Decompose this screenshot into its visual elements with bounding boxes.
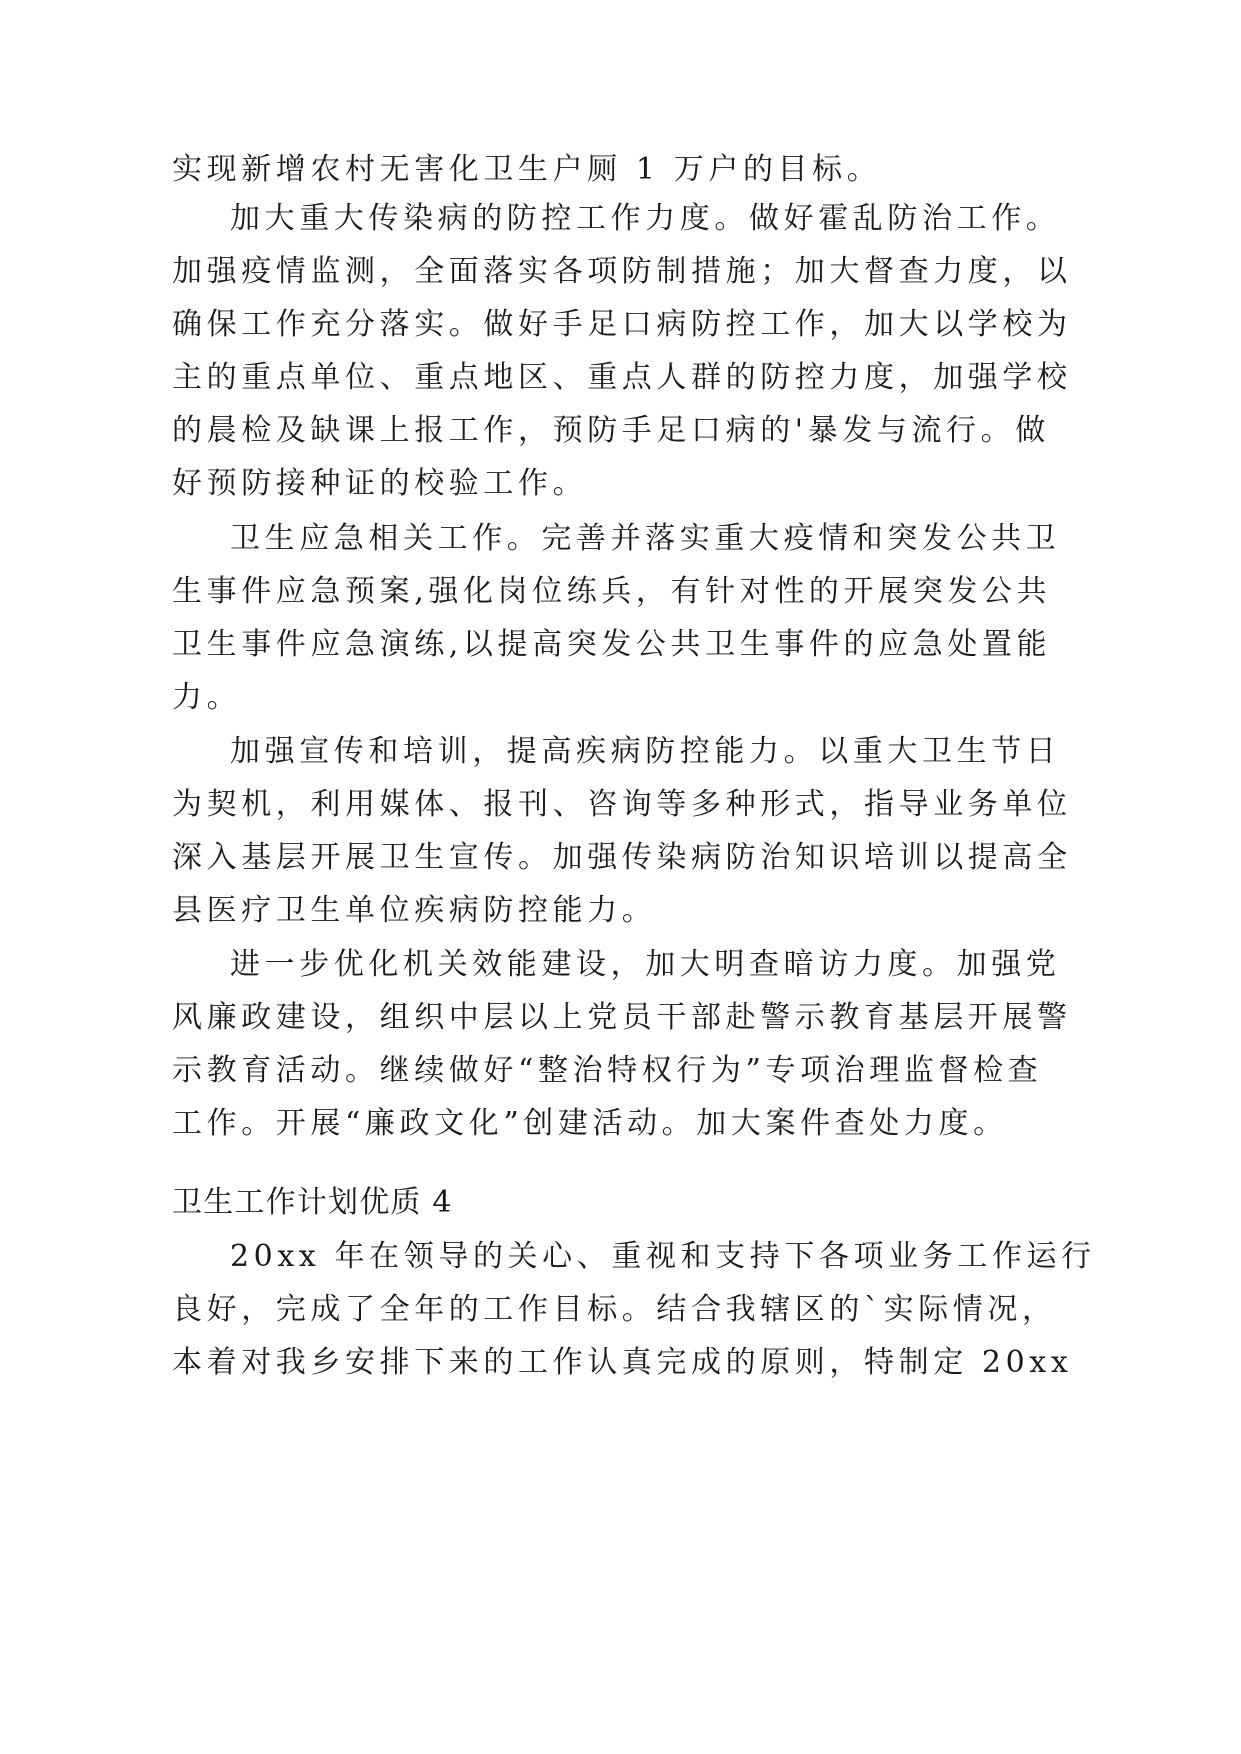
text-line: 县医疗卫生单位疾病防控能力。 bbox=[172, 893, 657, 928]
text-line: 的晨检及缺课上报工作，预防手足口病的'暴发与流行。做 bbox=[172, 413, 1050, 448]
text-line: 确保工作充分落实。做好手足口病防控工作，加大以学校为 bbox=[172, 307, 1072, 342]
paragraph-first-line: 进一步优化机关效能建设，加大明查暗访力度。加强党 bbox=[230, 947, 1061, 982]
paragraph-first-line: 加强宣传和培训，提高疾病防控能力。以重大卫生节日 bbox=[230, 734, 1061, 769]
paragraph-first-line: 加大重大传染病的防控工作力度。做好霍乱防治工作。 bbox=[230, 201, 1061, 236]
text-line: 良好，完成了全年的工作目标。结合我辖区的`实际情况， bbox=[172, 1292, 1057, 1327]
text-line: 本着对我乡安排下来的工作认真完成的原则，特制定 20xx bbox=[172, 1345, 1073, 1380]
section-heading: 卫生工作计划优质 4 bbox=[172, 1185, 453, 1220]
text-line: 工作。开展“廉政文化”创建活动。加大案件查处力度。 bbox=[172, 1106, 1008, 1141]
text-line: 风廉政建设，组织中层以上党员干部赴警示教育基层开展警 bbox=[172, 1000, 1072, 1035]
text-line: 生事件应急预案,强化岗位练兵，有针对性的开展突发公共 bbox=[172, 574, 1052, 609]
text-line: 主的重点单位、重点地区、重点人群的防控力度，加强学校 bbox=[172, 360, 1072, 395]
paragraph-first-line: 卫生应急相关工作。完善并落实重大疫情和突发公共卫 bbox=[230, 521, 1061, 556]
text-line: 加强疫情监测，全面落实各项防制措施；加大督查力度，以 bbox=[172, 254, 1072, 289]
text-line: 力。 bbox=[172, 680, 242, 715]
text-line: 示教育活动。继续做好“整治特权行为”专项治理监督检查 bbox=[172, 1053, 1043, 1088]
text-line: 卫生事件应急演练,以提高突发公共卫生事件的应急处置能 bbox=[172, 627, 1052, 662]
text-line: 为契机，利用媒体、报刊、咨询等多种形式，指导业务单位 bbox=[172, 787, 1072, 822]
text-line: 深入基层开展卫生宣传。加强传染病防治知识培训以提高全 bbox=[172, 840, 1072, 875]
paragraph-first-line: 20xx 年在领导的关心、重视和支持下各项业务工作运行 bbox=[230, 1239, 1096, 1274]
text-line: 好预防接种证的校验工作。 bbox=[172, 466, 588, 501]
text-line: 实现新增农村无害化卫生户厕 1 万户的目标。 bbox=[172, 152, 882, 187]
